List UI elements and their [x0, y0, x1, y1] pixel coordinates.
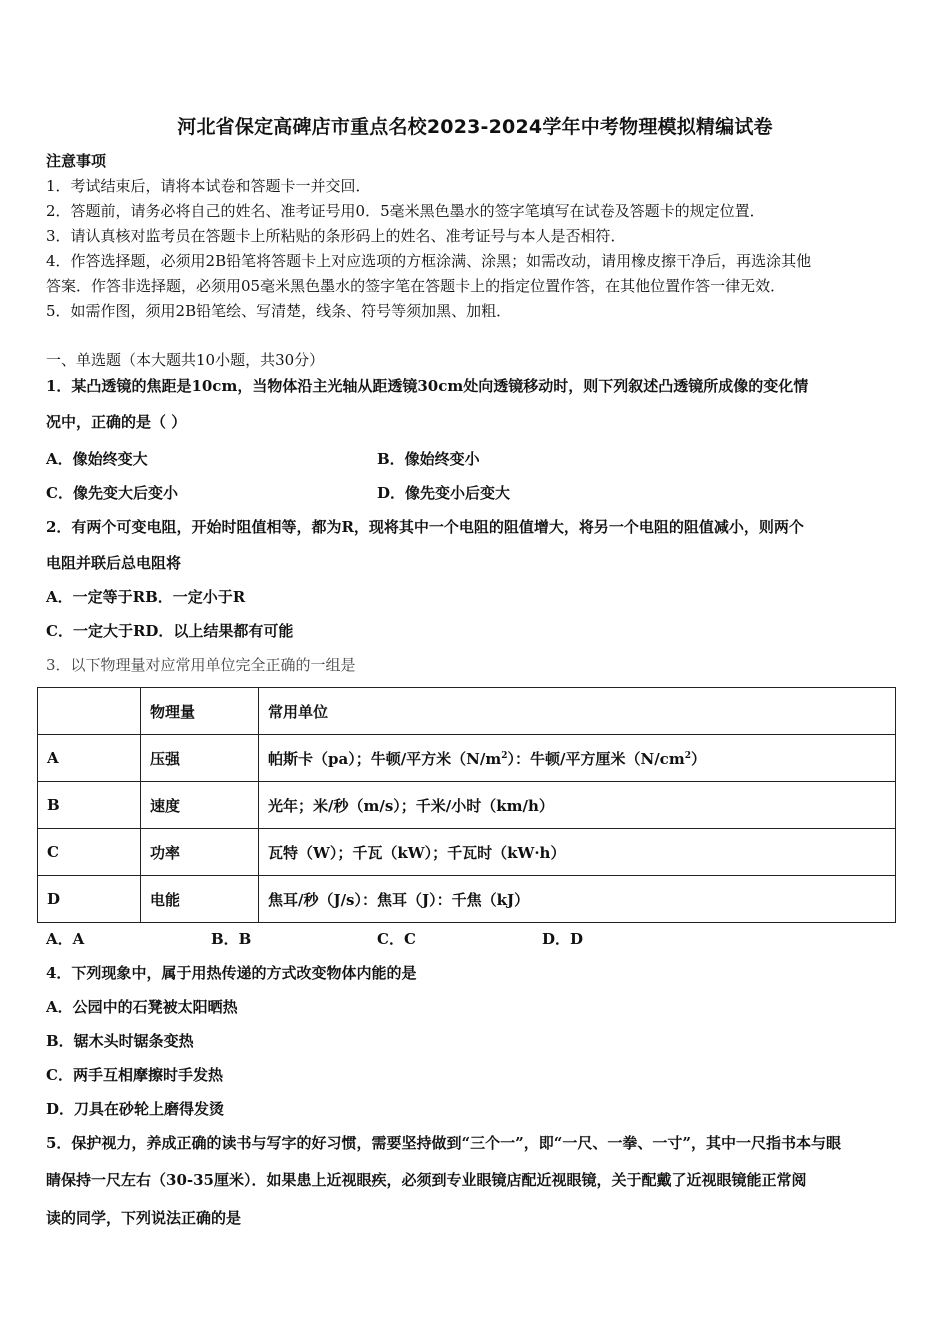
row-quantity: 电能: [141, 876, 259, 923]
q4-option-b: B．锯木头时锯条变热: [46, 1032, 194, 1050]
q1-stem-line2: 况中，正确的是（ ）: [46, 413, 187, 431]
row-quantity: 速度: [141, 782, 259, 829]
units-text: 帕斯卡（pa）；牛顿/平方米（N/m: [268, 749, 502, 768]
units-text: ）：牛顿/平方厘米（N/cm: [507, 749, 685, 768]
q1-option-d: D．像先变小后变大: [377, 484, 511, 502]
q1-stem-line1: 1．某凸透镜的焦距是10cm，当物体沿主光轴从距透镜30cm处向透镜移动时，则下列叙述凸透镜所成像的变化情: [46, 377, 809, 395]
table-row: [38, 829, 896, 876]
superscript: 2: [684, 750, 691, 761]
q4-stem: 4．下列现象中，属于用热传递的方式改变物体内能的是: [46, 964, 417, 982]
q3-option-b: B．B: [211, 930, 252, 948]
section-heading: 一、单选题（本大题共10小题，共30分）: [46, 351, 325, 369]
row-label: B: [38, 782, 141, 829]
table-header-row: [38, 688, 896, 735]
q2-stem-line1: 2．有两个可变电阻，开始时阻值相等，都为R，现将其中一个电阻的阻值增大，将另一个电阻的阻值减小，则两个: [46, 518, 804, 536]
q4-option-a: A．公园中的石凳被太阳晒热: [46, 998, 238, 1016]
row-quantity: 功率: [141, 829, 259, 876]
row-quantity: 压强: [141, 735, 259, 782]
row-label: C: [38, 829, 141, 876]
table-header-cell: 物理量: [141, 688, 259, 735]
q1-option-c: C．像先变大后变小: [46, 484, 178, 502]
q3-option-c: C．C: [377, 930, 416, 948]
q1-option-b: B．像始终变小: [377, 450, 480, 468]
notice-item-2: 2．答题前，请务必将自己的姓名、准考证号用0．5毫米黑色墨水的签字笔填写在试卷及答题卡的规定位置．: [46, 202, 765, 220]
table-row: [38, 735, 896, 782]
q5-stem-line2: 睛保持一尺左右（30-35厘米）．如果患上近视眼疾，必须到专业眼镜店配近视眼镜，关于配戴了近视眼镜能正常阅: [46, 1171, 807, 1189]
table-header-cell: [38, 688, 141, 735]
units-table: [37, 687, 896, 923]
row-units: 瓦特（W）；千瓦（kW）；千瓦时（kW·h）: [259, 829, 896, 876]
notice-item-5: 5．如需作图，须用2B铅笔绘、写清楚，线条、符号等须加黑、加粗．: [46, 302, 512, 320]
row-units: [259, 735, 896, 782]
q4-option-d: D．刀具在砂轮上磨得发烫: [46, 1100, 225, 1118]
notice-item-4-cont: 答案．作答非选择题，必须用05毫米黑色墨水的签字笔在答题卡上的指定位置作答，在其他位置作答一律无效．: [46, 277, 786, 295]
q2-stem-line2: 电阻并联后总电阻将: [46, 554, 182, 572]
q2-options-cd: C．一定大于RD．以上结果都有可能: [46, 622, 294, 640]
q3-option-a: A．A: [46, 930, 85, 948]
table-row: [38, 876, 896, 923]
notice-item-4: 4．作答选择题，必须用2B铅笔将答题卡上对应选项的方框涂满、涂黑；如需改动，请用橡皮擦干净后，再选涂其他: [46, 252, 812, 270]
q3-stem: 3．以下物理量对应常用单位完全正确的一组是: [46, 656, 356, 674]
q1-option-a: A．像始终变大: [46, 450, 148, 468]
notice-heading: 注意事项: [46, 152, 107, 170]
row-units: 光年；米/秒（m/s）；千米/小时（km/h）: [259, 782, 896, 829]
row-units: 焦耳/秒（J/s）：焦耳（J）：千焦（kJ）: [259, 876, 896, 923]
q3-option-d: D．D: [542, 930, 584, 948]
q4-option-c: C．两手互相摩擦时手发热: [46, 1066, 223, 1084]
q5-stem-line1: 5．保护视力，养成正确的读书与写字的好习惯，需要坚持做到“三个一”，即“一尺、一拳、一寸”，其中一尺指书本与眼: [46, 1134, 841, 1152]
notice-item-3: 3．请认真核对监考员在答题卡上所粘贴的条形码上的姓名、准考证号与本人是否相符．: [46, 227, 626, 245]
units-text: ）: [690, 749, 706, 768]
page-title: 河北省保定高碑店市重点名校2023-2024学年中考物理模拟精编试卷: [177, 116, 773, 138]
table-row: [38, 782, 896, 829]
q2-options-ab: A．一定等于RB．一定小于R: [46, 588, 246, 606]
row-label: D: [38, 876, 141, 923]
superscript: 2: [501, 750, 508, 761]
q5-stem-line3: 读的同学，下列说法正确的是: [46, 1209, 242, 1227]
row-label: A: [38, 735, 141, 782]
notice-item-1: 1．考试结束后，请将本试卷和答题卡一并交回．: [46, 177, 371, 195]
table-header-cell: 常用单位: [259, 688, 896, 735]
